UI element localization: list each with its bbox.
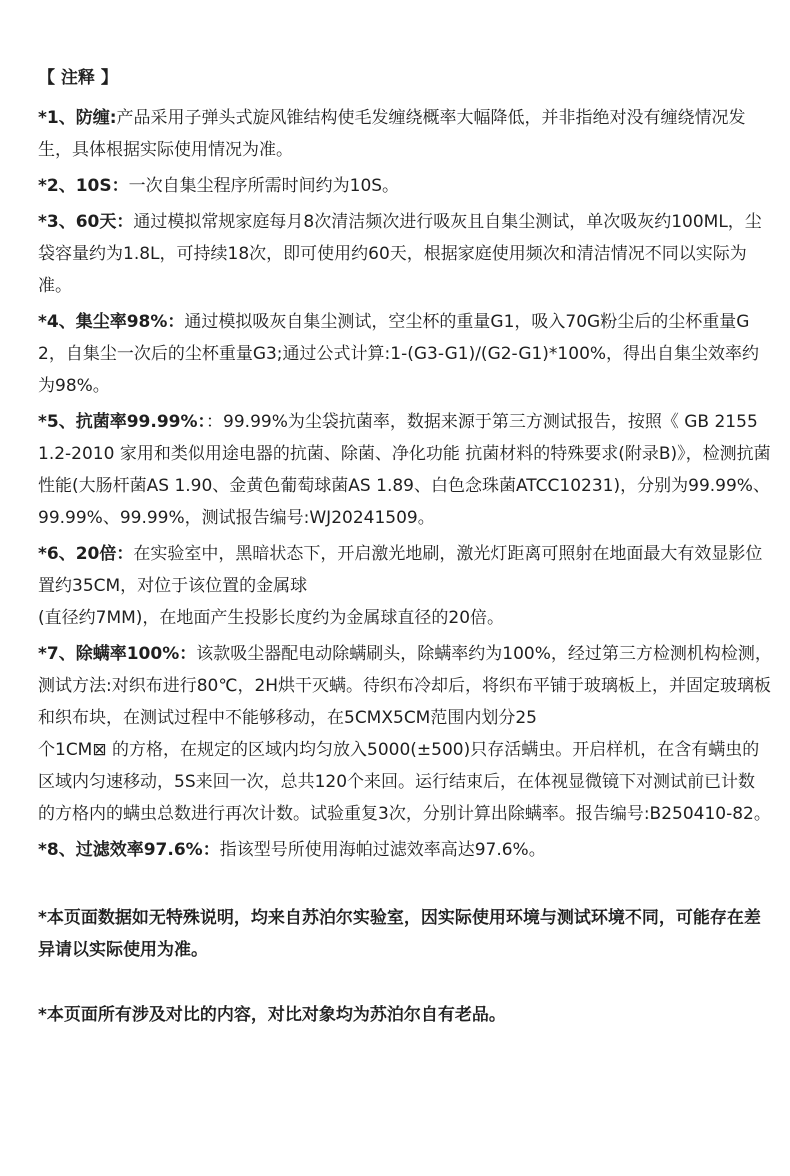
note-label: *5、抗菌率99.99%： <box>38 412 207 432</box>
note-text: 在实验室中，黑暗状态下，开启激光地刷，激光灯距离可照射在地面最大有效显影位置约35CM，对位于该位置的金属球 <box>38 544 763 596</box>
note-text: 一次自集尘程序所需时间约为10S。 <box>128 176 400 196</box>
note-label: *2、10S： <box>38 176 129 196</box>
note-label: *4、集尘率98%： <box>38 312 185 332</box>
note-label: *7、除螨率100%： <box>38 644 197 664</box>
note-text: ：99.99%为尘袋抗菌率，数据来源于第三方测试报告，按照《 GB 21551.2-2010 家用和类似用途电器的抗菌、除菌、净化功能 抗菌材料的特殊要求(附录B)》，检测抗菌性能(大肠杆菌AS 1.90、金黄色葡萄球菌AS 1.89、白色念珠菌ATCC10231)，分别为99.99%、99.99%、99.99%，测试报告编号:WJ20241509。 <box>38 412 771 528</box>
note-1-anti-tangle <box>38 102 772 166</box>
note-text: 指该型号所使用海帕过滤效率高达97.6%。 <box>219 840 546 860</box>
note-text-continued: 个1CM⊠ 的方格，在规定的区域内均匀放入5000(±500)只存活螨虫。开启样机，在含有螨虫的区域内匀速移动，5S来回一次，总共120个来回。运行结束后，在体视显微镜下对测试前已计数的方格内的螨虫总数进行再次计数。试验重复3次，分别计算出除螨率。报告编号:B250410-82。 <box>38 740 771 824</box>
notes-page <box>38 66 772 1031</box>
note-text: 该款吸尘器配电动除螨刷头，除螨率约为100%，经过第三方检测机构检测，测试方法:对织布进行80℃，2H烘干灭螨。待织布冷却后，将织布平铺于玻璃板上，并固定玻璃板和织布块，在测试过程中不能够移动，在5CMX5CM范围内划分25 <box>38 644 772 728</box>
note-6-20x <box>38 538 772 634</box>
note-text-continued: (直径约7MM)，在地面产生投影长度约为金属球直径的20倍。 <box>38 608 505 628</box>
note-label: *1、防缠: <box>38 108 117 128</box>
note-text: 通过模拟吸灰自集尘测试，空尘杯的重量G1，吸入70G粉尘后的尘杯重量G2，自集尘一次后的尘杯重量G3;通过公式计算:1-(G3-G1)/(G2-G1)*100%，得出自集尘效率约为98%。 <box>38 312 760 396</box>
note-text: 产品采用子弹头式旋风锥结构使毛发缠绕概率大幅降低，并非指绝对没有缠绕情况发生，具体根据实际使用情况为准。 <box>38 108 746 160</box>
note-8-filtration <box>38 834 772 866</box>
note-7-mite-removal <box>38 638 772 830</box>
note-label: *3、60天： <box>38 212 134 232</box>
notes-heading: 【 注释 】 <box>38 68 118 88</box>
note-label: *6、20倍： <box>38 544 134 564</box>
note-3-60-days <box>38 206 772 302</box>
footer-disclaimer-comparison: *本页面所有涉及对比的内容，对比对象均为苏泊尔自有老品。 <box>38 1005 506 1025</box>
footer-disclaimer-data: *本页面数据如无特殊说明，均来自苏泊尔实验室，因实际使用环境与测试环境不同，可能存在差异请以实际使用为准。 <box>38 908 761 960</box>
note-5-antibacterial <box>38 406 772 534</box>
note-2-10s <box>38 170 772 202</box>
note-4-dust-collection <box>38 306 772 402</box>
note-text: 通过模拟常规家庭每月8次清洁频次进行吸灰且自集尘测试，单次吸灰约100ML，尘袋容量约为1.8L，可持续18次，即可使用约60天，根据家庭使用频次和清洁情况不同以实际为准。 <box>38 212 762 296</box>
note-label: *8、过滤效率97.6%： <box>38 840 220 860</box>
